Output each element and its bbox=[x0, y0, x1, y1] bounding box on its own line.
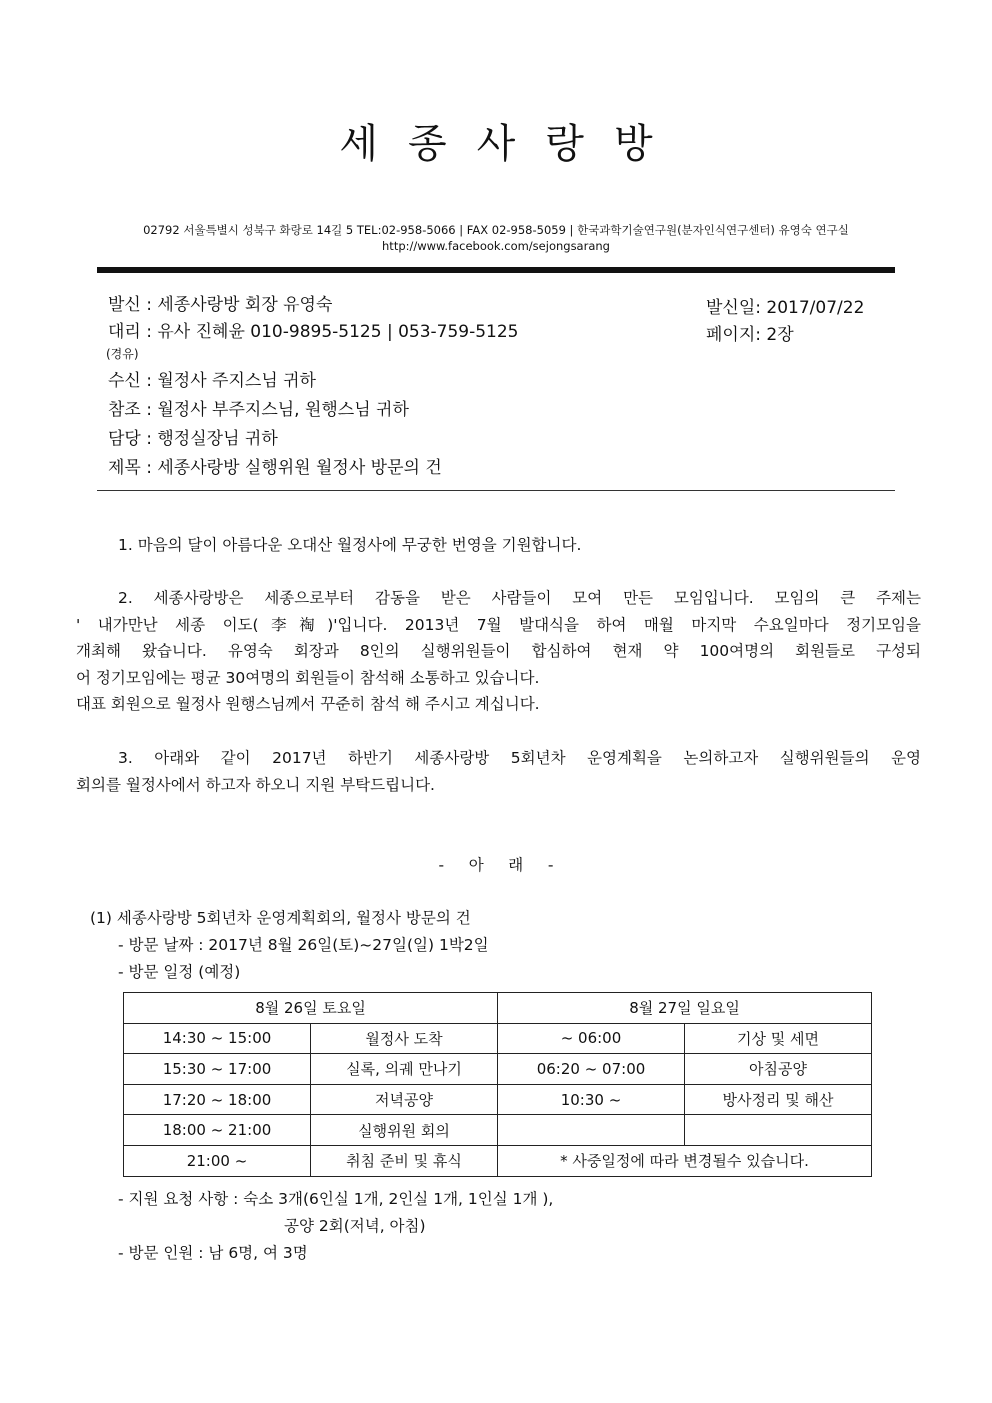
document-title: 세종사랑방 bbox=[339, 121, 683, 167]
facebook-url: http://www.facebook.com/sejongsarang bbox=[382, 239, 610, 253]
day1-event: 실행위원 회의 bbox=[311, 1115, 498, 1146]
agent-line: 대리 : 유사 진혜윤 010-9895-5125 | 053-759-5125 bbox=[108, 322, 519, 342]
visit-schedule-label: - 방문 일정 (예정) bbox=[118, 963, 241, 981]
day2-event: 기상 및 세면 bbox=[685, 1023, 872, 1054]
day1-time: 14:30 ~ 15:00 bbox=[124, 1023, 311, 1054]
day1-event: 취침 준비 및 휴식 bbox=[311, 1145, 498, 1176]
day2-time: 10:30 ~ bbox=[498, 1084, 685, 1115]
subject-line: 제목 : 세종사랑방 실행위원 월정사 방문의 건 bbox=[108, 458, 442, 478]
schedule-change-note: * 사중일정에 따라 변경될수 있습니다. bbox=[498, 1145, 872, 1176]
day2-event bbox=[685, 1115, 872, 1146]
day1-time: 17:20 ~ 18:00 bbox=[124, 1084, 311, 1115]
paragraph-3-line-2: 회의를 월정사에서 하고자 하오니 지원 부탁드립니다. bbox=[76, 775, 435, 794]
paragraph-2 bbox=[76, 585, 921, 718]
day2-time bbox=[498, 1115, 685, 1146]
visit-date: - 방문 날짜 : 2017년 8월 26일(토)~27일(일) 1박2일 bbox=[118, 936, 489, 954]
table-row bbox=[124, 1023, 872, 1054]
support-request-meals: 공양 2회(저녁, 아침) bbox=[284, 1217, 426, 1235]
paragraph-1-text: 1. 마음의 달이 아름다운 오대산 월정사에 무궁한 번영을 기원합니다. bbox=[118, 536, 582, 554]
table-row bbox=[124, 1054, 872, 1085]
day2-event: 방사정리 및 해산 bbox=[685, 1084, 872, 1115]
support-request: - 지원 요청 사항 : 숙소 3개(6인실 1개, 2인실 1개, 1인실 1개 ), bbox=[118, 1190, 554, 1208]
day1-time: 18:00 ~ 21:00 bbox=[124, 1115, 311, 1146]
arae-heading: - 아 래 - bbox=[438, 856, 554, 874]
header-divider-thin bbox=[97, 490, 895, 491]
day1-header: 8월 26일 토요일 bbox=[124, 993, 498, 1024]
address-line: 02792 서울특별시 성북구 화랑로 14길 5 TEL:02-958-5066 | FAX 02-958-5059 | 한국과학기술연구원(분자인식연구센터) 유영숙 연구실 bbox=[143, 223, 849, 237]
paragraph-2-line-5: 대표 회원으로 월정사 원행스님께서 꾸준히 참석 해 주시고 계십니다. bbox=[76, 695, 540, 713]
via-label: (경유) bbox=[106, 347, 139, 361]
page-count: 페이지: 2장 bbox=[706, 325, 794, 345]
paragraph-1 bbox=[76, 532, 921, 559]
table-row bbox=[124, 993, 872, 1024]
day1-time: 15:30 ~ 17:00 bbox=[124, 1054, 311, 1085]
day1-time: 21:00 ~ bbox=[124, 1145, 311, 1176]
paragraph-2-line-1: 2. 세종사랑방은 세종으로부터 감동을 받은 사람들이 모여 만든 모임입니다. 모임의 큰 주제는 bbox=[118, 589, 921, 607]
recipient-line: 수신 : 월정사 주지스님 귀하 bbox=[108, 371, 316, 391]
paragraph-2-line-4: 어 정기모임에는 평균 30여명의 회원들이 참석해 소통하고 있습니다. bbox=[76, 668, 540, 687]
day2-time: ~ 06:00 bbox=[498, 1023, 685, 1054]
day1-event: 저녁공양 bbox=[311, 1084, 498, 1115]
day2-time: 06:20 ~ 07:00 bbox=[498, 1054, 685, 1085]
paragraph-3-line-1: 3. 아래와 같이 2017년 하반기 세종사랑방 5회년차 운영계획을 논의하고자 실행위원들의 운영 bbox=[118, 749, 921, 767]
header-divider-thick bbox=[97, 267, 895, 273]
schedule-table bbox=[123, 992, 872, 1177]
paragraph-2-line-3: 개최해 왔습니다. 유영숙 회장과 8인의 실행위원들이 합심하여 현재 약 100여명의 회원들로 구성되 bbox=[76, 642, 921, 660]
day1-event: 월정사 도착 bbox=[311, 1023, 498, 1054]
day1-event: 실록, 의궤 만나기 bbox=[311, 1054, 498, 1085]
paragraph-2-line-2: ' 내가만난 세종 이도(李祹)'입니다. 2013년 7월 발대식을 하여 매월 마지막 수요일마다 정기모임을 bbox=[76, 615, 921, 634]
send-date: 발신일: 2017/07/22 bbox=[706, 298, 865, 318]
paragraph-3 bbox=[76, 745, 921, 798]
table-row bbox=[124, 1115, 872, 1146]
day2-header: 8월 27일 일요일 bbox=[498, 993, 872, 1024]
table-row bbox=[124, 1145, 872, 1176]
reference-line: 참조 : 월정사 부주지스님, 원행스님 귀하 bbox=[108, 400, 409, 420]
day2-event: 아침공양 bbox=[685, 1054, 872, 1085]
visitor-count: - 방문 인원 : 남 6명, 여 3명 bbox=[118, 1244, 308, 1262]
table-row bbox=[124, 1084, 872, 1115]
in-charge-line: 담당 : 행정실장님 귀하 bbox=[108, 429, 278, 449]
item-1-heading: (1) 세종사랑방 5회년차 운영계획회의, 월정사 방문의 건 bbox=[90, 909, 471, 927]
sender-line: 발신 : 세종사랑방 회장 유영숙 bbox=[108, 295, 333, 315]
